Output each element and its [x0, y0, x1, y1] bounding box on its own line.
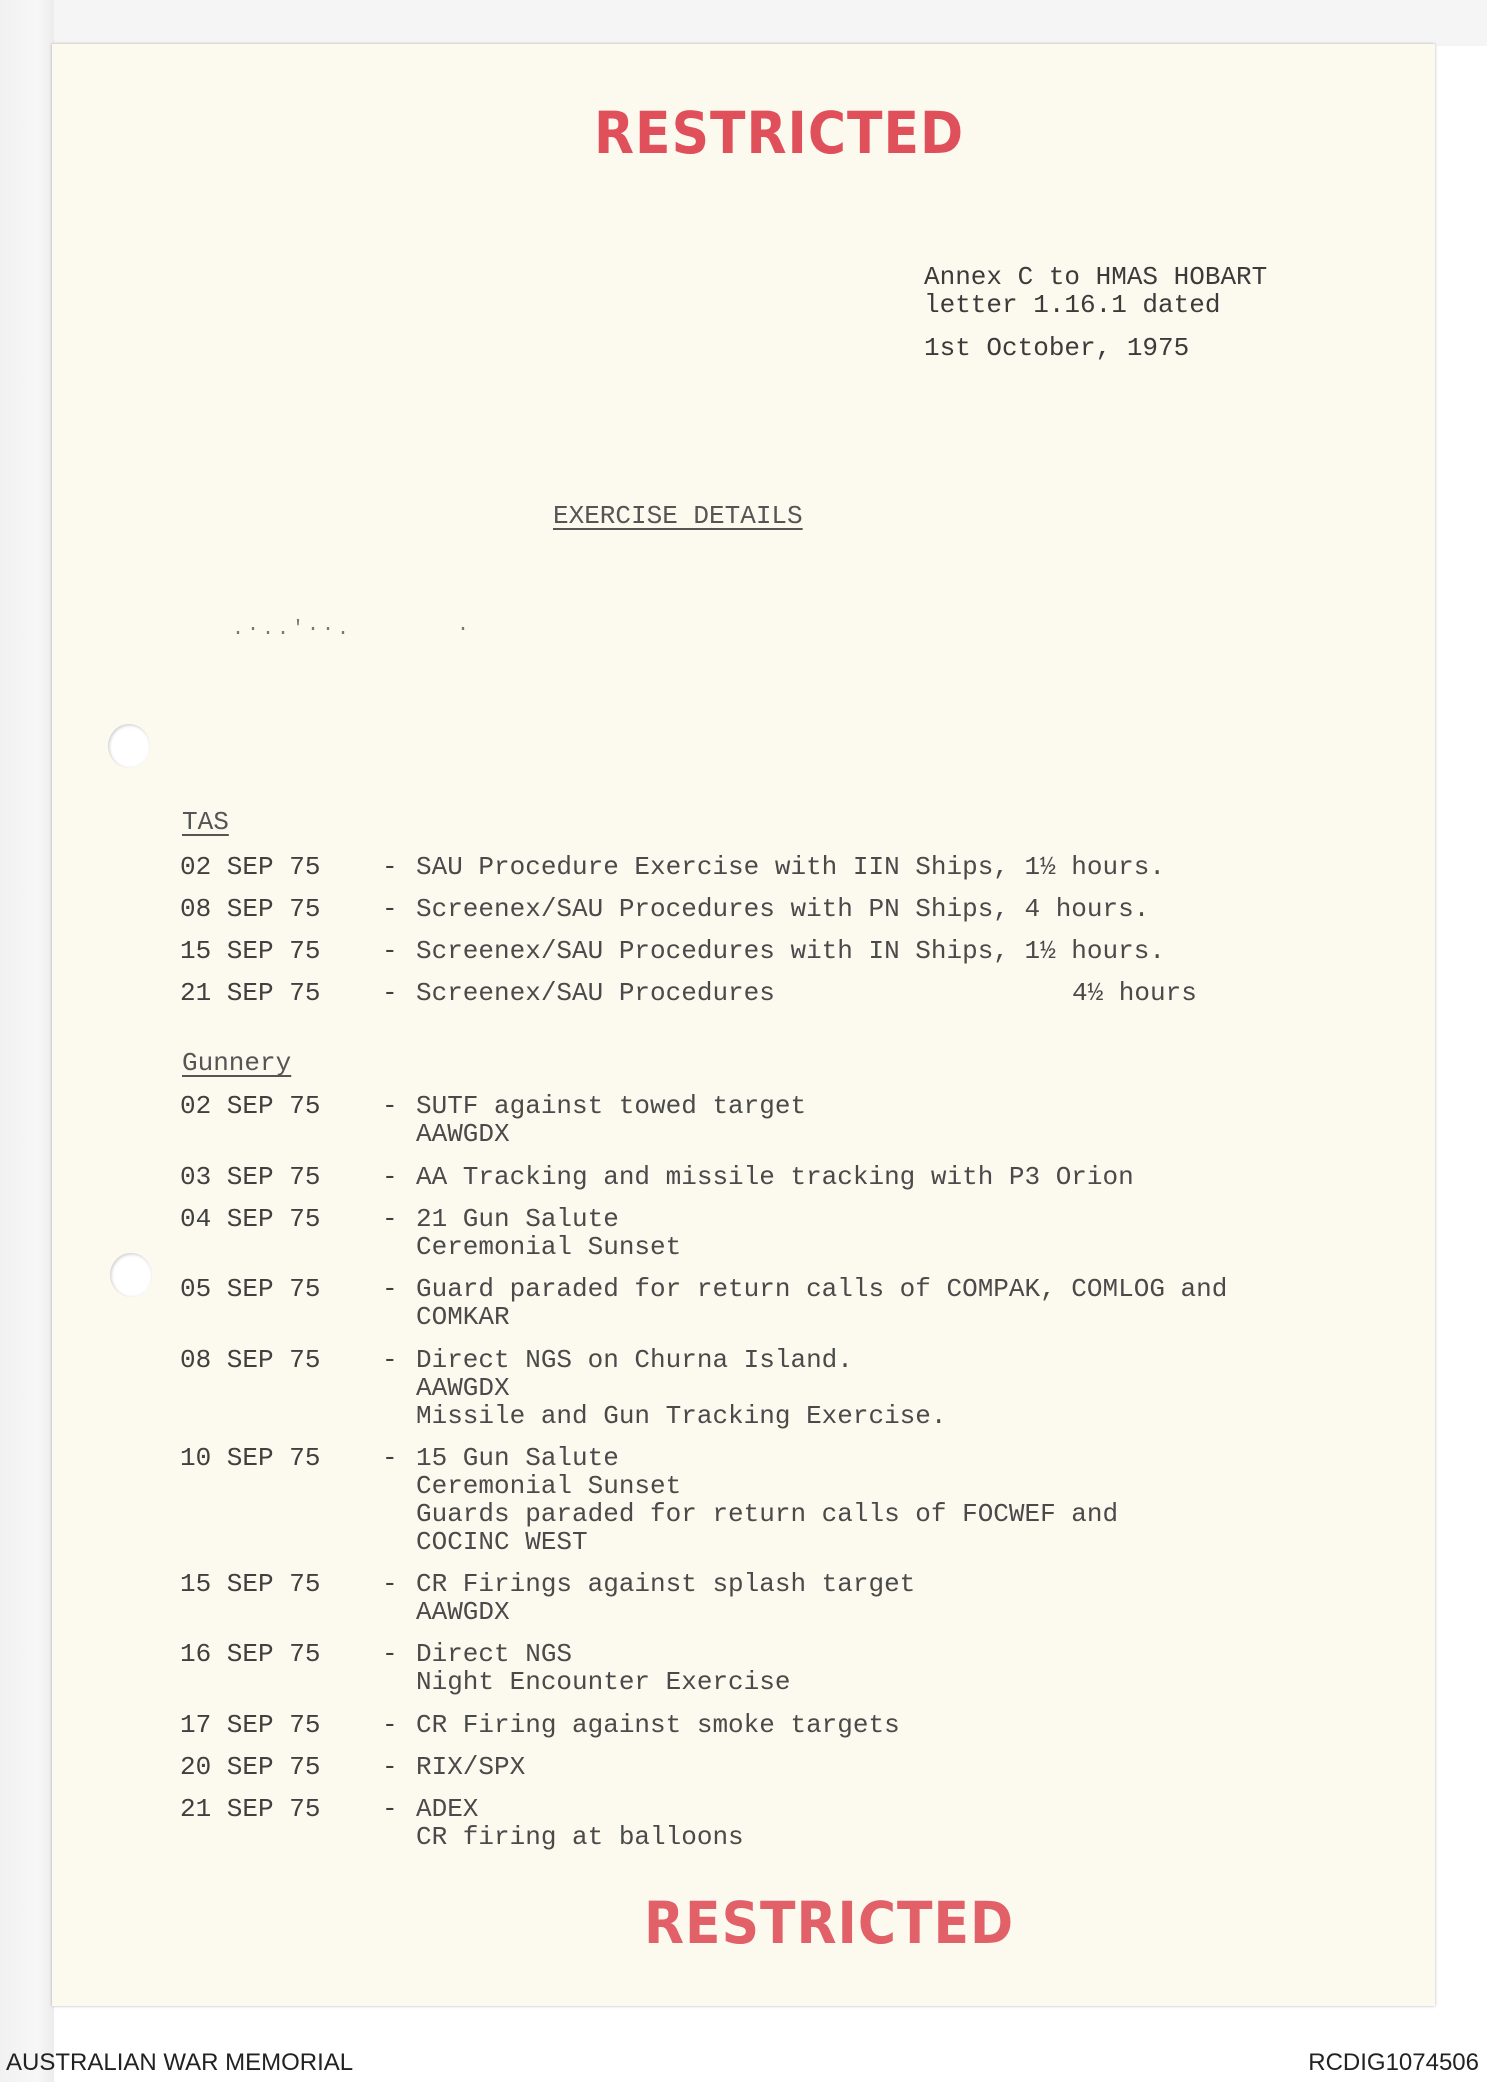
entry-date: 08 SEP 75 — [180, 894, 321, 924]
footer-identifier: RCDIG1074506 — [1308, 2049, 1479, 2076]
entry-text: SAU Procedure Exercise with IIN Ships, 1½ hours. — [416, 852, 1165, 882]
scan-background-left — [0, 0, 54, 2082]
entry-dash: - — [382, 1204, 398, 1234]
entry-date: 21 SEP 75 — [180, 978, 321, 1008]
entry-text: ADEX CR firing at balloons — [416, 1794, 744, 1852]
entry-date: 08 SEP 75 — [180, 1345, 321, 1375]
entry-dash: - — [382, 936, 398, 966]
entry-date: 15 SEP 75 — [180, 936, 321, 966]
entry-text: CR Firing against smoke targets — [416, 1710, 900, 1740]
entry-date: 05 SEP 75 — [180, 1274, 321, 1304]
annex-line-2: letter 1.16.1 dated — [924, 290, 1221, 320]
entry-dash: - — [382, 1091, 398, 1121]
entry-dash: - — [382, 1162, 398, 1192]
annex-line-1: Annex C to HMAS HOBART — [924, 262, 1268, 292]
entry-text: AA Tracking and missile tracking with P3 Orion — [416, 1162, 1134, 1192]
entry-dash: - — [382, 1752, 398, 1782]
entry-dash: - — [382, 1274, 398, 1304]
entry-text: Guard paraded for return calls of COMPAK, COMLOG and COMKAR — [416, 1274, 1228, 1332]
entry-dash: - — [382, 1710, 398, 1740]
entry-dash: - — [382, 852, 398, 882]
entry-date: 04 SEP 75 — [180, 1204, 321, 1234]
entry-text: 15 Gun Salute Ceremonial Sunset Guards paraded for return calls of FOCWEF and COCINC WEST — [416, 1443, 1119, 1557]
punch-hole-bottom — [110, 1253, 152, 1297]
entry-dash: - — [382, 1443, 398, 1473]
entry-date: 03 SEP 75 — [180, 1162, 321, 1192]
entry-date: 21 SEP 75 — [180, 1794, 321, 1824]
page-title: EXERCISE DETAILS — [553, 501, 803, 531]
entry-text: RIX/SPX — [416, 1752, 526, 1782]
entry-dash: - — [382, 1639, 398, 1669]
section-heading-tas: TAS — [182, 807, 229, 837]
entry-dash: - — [382, 978, 398, 1008]
entry-text: Direct NGS Night Encounter Exercise — [416, 1639, 791, 1697]
entry-dash: - — [382, 1794, 398, 1824]
footer-source: AUSTRALIAN WAR MEMORIAL — [6, 2049, 354, 2076]
entry-date: 02 SEP 75 — [180, 1091, 321, 1121]
restricted-stamp-bottom: RESTRICTED — [644, 1890, 1015, 1958]
entry-date: 20 SEP 75 — [180, 1752, 321, 1782]
annex-date: 1st October, 1975 — [924, 333, 1190, 363]
restricted-stamp-top: RESTRICTED — [594, 100, 965, 168]
entry-duration: 4½ hours — [1072, 978, 1197, 1008]
entry-dash: - — [382, 894, 398, 924]
faint-marks: .·..'··. · — [232, 618, 473, 641]
entry-text: SUTF against towed target AAWGDX — [416, 1091, 807, 1149]
entry-date: 17 SEP 75 — [180, 1710, 321, 1740]
entry-text: Screenex/SAU Procedures with PN Ships, 4 hours. — [416, 894, 1150, 924]
entry-date: 02 SEP 75 — [180, 852, 321, 882]
entry-text: Direct NGS on Churna Island. AAWGDX Missile and Gun Tracking Exercise. — [416, 1345, 947, 1431]
punch-hole-top — [108, 724, 150, 768]
section-heading-gunnery: Gunnery — [182, 1048, 292, 1078]
entry-text: 21 Gun Salute Ceremonial Sunset — [416, 1204, 682, 1262]
entry-text: Screenex/SAU Procedures — [416, 978, 775, 1008]
entry-date: 10 SEP 75 — [180, 1443, 321, 1473]
entry-date: 16 SEP 75 — [180, 1639, 321, 1669]
entry-text: CR Firings against splash target AAWGDX — [416, 1569, 916, 1627]
entry-dash: - — [382, 1569, 398, 1599]
entry-text: Screenex/SAU Procedures with IN Ships, 1½ hours. — [416, 936, 1165, 966]
scan-background-top — [0, 0, 1487, 46]
entry-date: 15 SEP 75 — [180, 1569, 321, 1599]
entry-dash: - — [382, 1345, 398, 1375]
